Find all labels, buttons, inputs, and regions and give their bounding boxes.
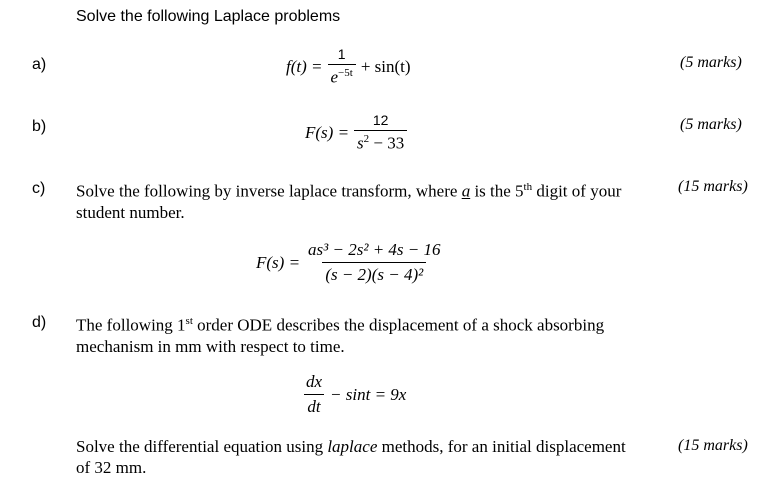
equation-fraction [303,372,325,417]
question-b-marks: (5 marks) [680,116,742,133]
equation-lhs: f(t) = [286,56,323,76]
equation-lhs: F(s) = [305,122,350,142]
fraction-denominator: (s − 2)(s − 4)² [322,262,426,285]
question-d-line2: mechanism in mm with respect to time. [76,336,345,356]
equation-lhs: F(s) = [256,252,301,272]
question-a-label: a) [32,56,47,73]
question-d-text [76,311,604,357]
fraction-denominator: $e^{-5t}$ [328,64,356,88]
page-title: Solve the following Laplace problems [76,8,341,25]
equation-rest: + sin(t) [360,56,411,76]
question-d-solve-text [76,436,626,478]
equation-fraction [305,240,443,285]
question-d-label: d) [32,314,47,331]
fraction-denominator: dt [304,394,323,417]
question-a-marks: (5 marks) [680,54,742,71]
equation-rest: − sint = 9x [330,384,407,404]
fraction-numerator: 12 [372,112,389,128]
question-b-label: b) [32,118,47,135]
question-c-line1: Solve the following by inverse laplace transform, where a is the 5th digit of your [76,181,622,201]
question-c-text [76,177,621,223]
question-c-equation [256,240,444,285]
question-b-equation [305,112,407,154]
question-c-marks: (15 marks) [678,178,748,195]
equation-fraction [354,112,407,154]
question-d-solve-line2: of 32 mm. [76,458,147,477]
fraction-numerator: dx [306,372,323,391]
fraction-numerator: 1 [337,46,346,62]
equation-fraction [328,46,356,88]
question-d-equation [303,372,406,417]
question-c-label: c) [32,180,46,197]
question-d-solve-line1: Solve the differential equation using laplace methods, for an initial displacement [76,437,626,456]
question-c-line2: student number. [76,202,185,222]
fraction-numerator: as³ − 2s² + 4s − 16 [308,240,441,259]
question-d-line1: The following 1st order ODE describes the displacement of a shock absorbing [76,315,605,335]
question-a-equation [286,46,411,88]
fraction-denominator: $s^2 - 33$ [354,130,407,154]
question-d-marks: (15 marks) [678,437,748,454]
